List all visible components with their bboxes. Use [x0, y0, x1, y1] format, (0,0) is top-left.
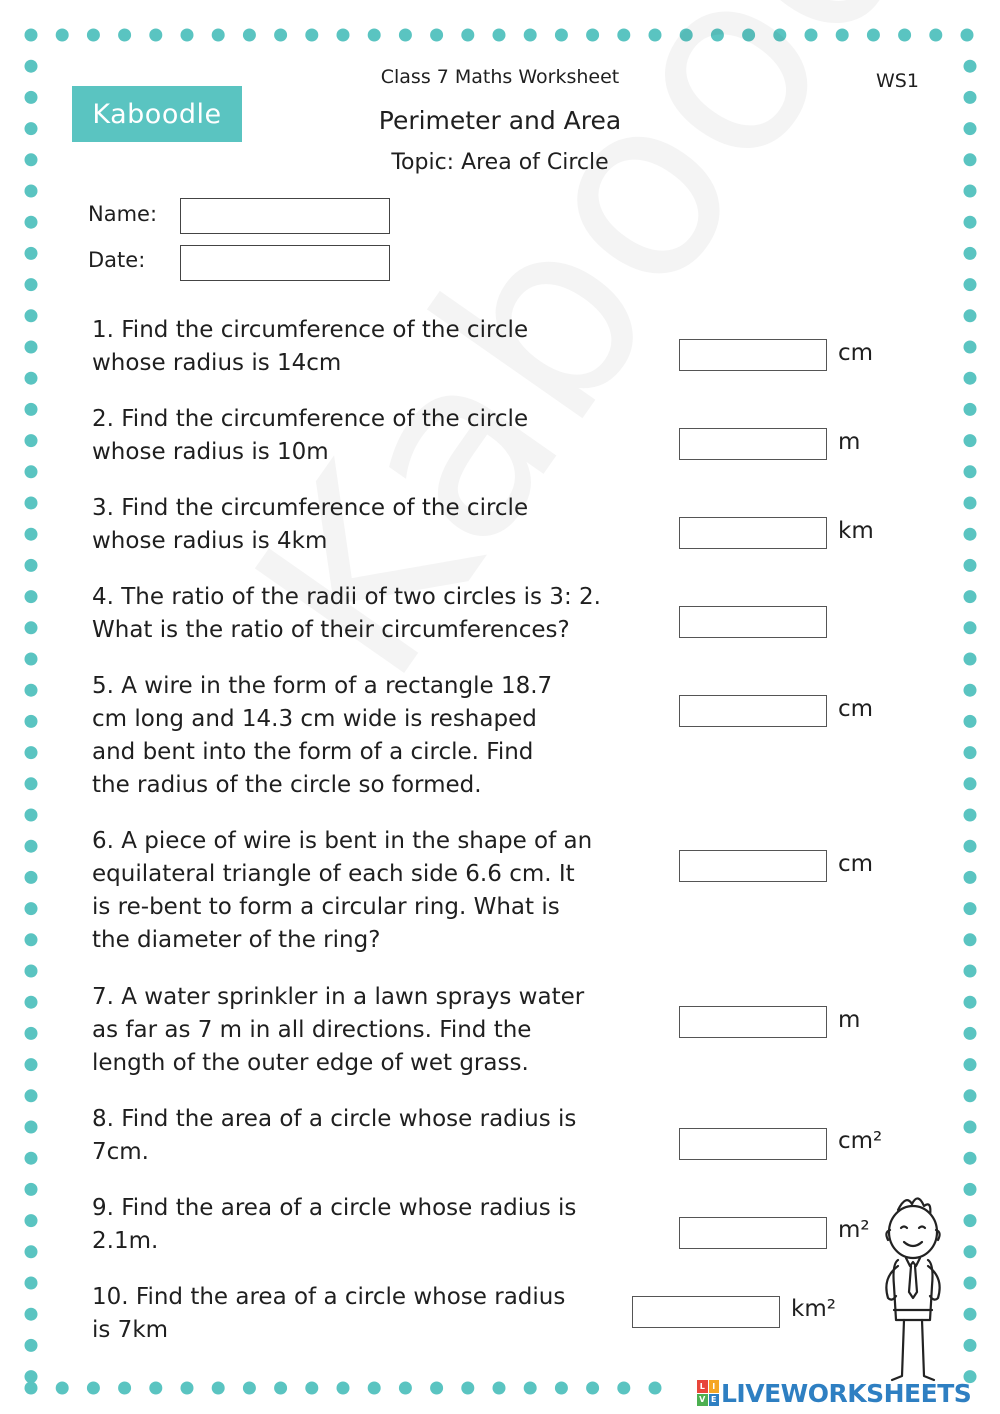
border-dot	[149, 1382, 162, 1395]
border-dot	[399, 29, 412, 42]
border-dot	[964, 1121, 977, 1134]
border-dot	[964, 1214, 977, 1227]
border-dot	[25, 309, 38, 322]
border-dot	[25, 216, 38, 229]
border-dot	[461, 29, 474, 42]
live-badge-icon: L I V E	[697, 1380, 719, 1406]
border-dot	[56, 29, 69, 42]
border-dot	[25, 247, 38, 260]
border-dot	[773, 29, 786, 42]
border-dot	[964, 465, 977, 478]
border-dot	[555, 29, 568, 42]
border-dot	[25, 777, 38, 790]
border-dot	[25, 1089, 38, 1102]
border-dot	[617, 29, 630, 42]
border-dot	[118, 1382, 131, 1395]
border-dot	[25, 621, 38, 634]
date-input[interactable]	[180, 245, 390, 281]
border-dot	[25, 528, 38, 541]
name-label: Name:	[88, 202, 158, 226]
answer-input-9[interactable]	[679, 1217, 827, 1249]
unit-label-2: m	[838, 429, 861, 455]
border-dot	[964, 372, 977, 385]
border-dot	[25, 122, 38, 135]
border-dot	[555, 1382, 568, 1395]
answer-input-3[interactable]	[679, 517, 827, 549]
border-dot	[964, 403, 977, 416]
border-dot	[964, 590, 977, 603]
border-dot	[25, 653, 38, 666]
answer-input-4[interactable]	[679, 606, 827, 638]
border-dot	[25, 684, 38, 697]
border-dot	[212, 29, 225, 42]
border-dot	[25, 1058, 38, 1071]
border-dot	[805, 29, 818, 42]
answer-input-1[interactable]	[679, 339, 827, 371]
border-dot	[961, 29, 974, 42]
kaboodle-logo	[72, 86, 242, 142]
border-dot	[25, 1027, 38, 1040]
border-dot	[25, 965, 38, 978]
border-dot	[964, 1245, 977, 1258]
border-dot	[274, 1382, 287, 1395]
border-dot	[25, 1214, 38, 1227]
border-dot	[25, 1183, 38, 1196]
border-dot	[964, 185, 977, 198]
question-10: 10. Find the area of a circle whose radius is 7km	[92, 1284, 566, 1343]
answer-input-5[interactable]	[679, 695, 827, 727]
question-6: 6. A piece of wire is bent in the shape of an equilateral triangle of each side 6.6 cm. It is re-bent to form a circular ring. What is the diameter of the ring?	[92, 828, 593, 953]
worksheet-topic: Topic: Area of Circle	[391, 150, 609, 175]
border-dot	[964, 840, 977, 853]
border-dot	[430, 29, 443, 42]
logo-text: Kaboodle	[92, 98, 222, 130]
border-dot	[711, 29, 724, 42]
border-dot	[964, 965, 977, 978]
border-dot	[25, 1339, 38, 1352]
unit-label-1: cm	[838, 340, 874, 366]
border-dot	[964, 528, 977, 541]
border-dot	[25, 341, 38, 354]
border-dot	[617, 1382, 630, 1395]
border-dot	[25, 840, 38, 853]
border-dot	[87, 29, 100, 42]
border-dot	[368, 1382, 381, 1395]
border-dot	[964, 341, 977, 354]
border-dot	[274, 29, 287, 42]
answer-input-8[interactable]	[679, 1128, 827, 1160]
border-dot	[493, 29, 506, 42]
question-4: 4. The ratio of the radii of two circles is 3: 2. What is the ratio of their circumferences?	[92, 584, 601, 643]
border-dot	[25, 153, 38, 166]
worksheet-class-title: Class 7 Maths Worksheet	[380, 66, 620, 88]
border-dot	[964, 871, 977, 884]
border-dot	[25, 1370, 38, 1383]
border-dot	[25, 29, 38, 42]
unit-label-9: m²	[838, 1217, 870, 1243]
border-dot	[964, 715, 977, 728]
border-dot	[964, 153, 977, 166]
border-dot	[898, 29, 911, 42]
border-dot	[181, 29, 194, 42]
border-dot	[964, 434, 977, 447]
border-dot	[430, 1382, 443, 1395]
border-dot	[25, 465, 38, 478]
border-dot	[149, 29, 162, 42]
border-dot	[649, 29, 662, 42]
worksheet-code: WS1	[876, 70, 919, 92]
border-dot	[25, 434, 38, 447]
border-dot	[836, 29, 849, 42]
border-dot	[964, 1308, 977, 1321]
question-3: 3. Find the circumference of the circle whose radius is 4km	[92, 495, 529, 554]
border-dot	[25, 403, 38, 416]
liveworksheets-text: LIVEWORKSHEETS	[721, 1378, 972, 1408]
border-dot	[243, 1382, 256, 1395]
border-dot	[929, 29, 942, 42]
border-dot	[25, 185, 38, 198]
border-dot	[305, 1382, 318, 1395]
border-dot	[87, 1382, 100, 1395]
date-label: Date:	[88, 248, 146, 272]
question-7: 7. A water sprinkler in a lawn sprays water as far as 7 m in all directions. Find the length of the outer edge of wet grass.	[92, 984, 585, 1076]
border-dot	[964, 122, 977, 135]
border-dot	[25, 809, 38, 822]
border-dot	[964, 777, 977, 790]
border-dot	[964, 309, 977, 322]
border-dot	[586, 29, 599, 42]
border-dot	[25, 996, 38, 1009]
border-dot	[25, 1308, 38, 1321]
border-dot	[25, 933, 38, 946]
border-dot	[25, 902, 38, 915]
border-dot	[964, 278, 977, 291]
border-dot	[56, 1382, 69, 1395]
question-8: 8. Find the area of a circle whose radius is 7cm.	[92, 1106, 577, 1165]
answer-input-6[interactable]	[679, 850, 827, 882]
border-dot	[118, 29, 131, 42]
border-dot	[399, 1382, 412, 1395]
border-dot	[25, 1152, 38, 1165]
border-dot	[964, 684, 977, 697]
border-dot	[25, 559, 38, 572]
border-dot	[493, 1382, 506, 1395]
border-dot	[212, 1382, 225, 1395]
answer-input-2[interactable]	[679, 428, 827, 460]
border-dot	[25, 278, 38, 291]
border-dot	[964, 60, 977, 73]
border-dot	[964, 1152, 977, 1165]
question-9: 9. Find the area of a circle whose radius is 2.1m.	[92, 1195, 577, 1254]
border-dot	[25, 91, 38, 104]
border-dot	[964, 1277, 977, 1290]
border-dot	[964, 216, 977, 229]
unit-label-5: cm	[838, 696, 874, 722]
name-input[interactable]	[180, 198, 390, 234]
border-dot	[964, 621, 977, 634]
border-dot	[964, 1027, 977, 1040]
border-dot	[680, 29, 693, 42]
border-dot	[964, 746, 977, 759]
border-dot	[461, 1382, 474, 1395]
border-dot	[742, 29, 755, 42]
border-dot	[25, 746, 38, 759]
border-dot	[964, 902, 977, 915]
border-dot	[964, 996, 977, 1009]
border-dot	[337, 29, 350, 42]
border-dot	[867, 29, 880, 42]
border-dot	[964, 1089, 977, 1102]
border-dot	[649, 1382, 662, 1395]
border-dot	[368, 29, 381, 42]
question-1: 1. Find the circumference of the circle whose radius is 14cm	[92, 317, 529, 376]
border-dot	[305, 29, 318, 42]
border-dot	[964, 497, 977, 510]
border-dot	[25, 715, 38, 728]
border-dot	[964, 933, 977, 946]
answer-input-7[interactable]	[679, 1006, 827, 1038]
border-dot	[964, 809, 977, 822]
unit-label-6: cm	[838, 851, 874, 877]
question-2: 2. Find the circumference of the circle whose radius is 10m	[92, 406, 529, 465]
unit-label-7: m	[838, 1007, 861, 1033]
border-dot	[25, 372, 38, 385]
border-dot	[964, 559, 977, 572]
worksheet-title: Perimeter and Area	[378, 106, 622, 135]
border-dot	[25, 590, 38, 603]
question-5: 5. A wire in the form of a rectangle 18.7 cm long and 14.3 cm wide is reshaped and bent into the form of a circle. Find the radius of the circle so formed.	[92, 673, 553, 798]
border-dot	[25, 1277, 38, 1290]
unit-label-8: cm²	[838, 1128, 883, 1154]
unit-label-3: km	[838, 518, 874, 544]
border-dot	[964, 91, 977, 104]
answer-input-10[interactable]	[632, 1296, 780, 1328]
border-dot	[25, 1382, 38, 1395]
border-dot	[524, 29, 537, 42]
border-dot	[243, 29, 256, 42]
border-dot	[964, 1339, 977, 1352]
border-dot	[337, 1382, 350, 1395]
border-dot	[964, 653, 977, 666]
border-dot	[964, 1183, 977, 1196]
border-dot	[964, 1058, 977, 1071]
liveworksheets-logo	[697, 1378, 971, 1408]
border-dot	[25, 1245, 38, 1258]
border-dot	[181, 1382, 194, 1395]
unit-label-10: km²	[791, 1296, 836, 1322]
border-dot	[25, 871, 38, 884]
border-dot	[25, 497, 38, 510]
border-dot	[586, 1382, 599, 1395]
border-dot	[964, 247, 977, 260]
cartoon-boy-illustration	[868, 1190, 958, 1390]
border-dot	[25, 1121, 38, 1134]
border-dot	[524, 1382, 537, 1395]
border-dot	[25, 60, 38, 73]
